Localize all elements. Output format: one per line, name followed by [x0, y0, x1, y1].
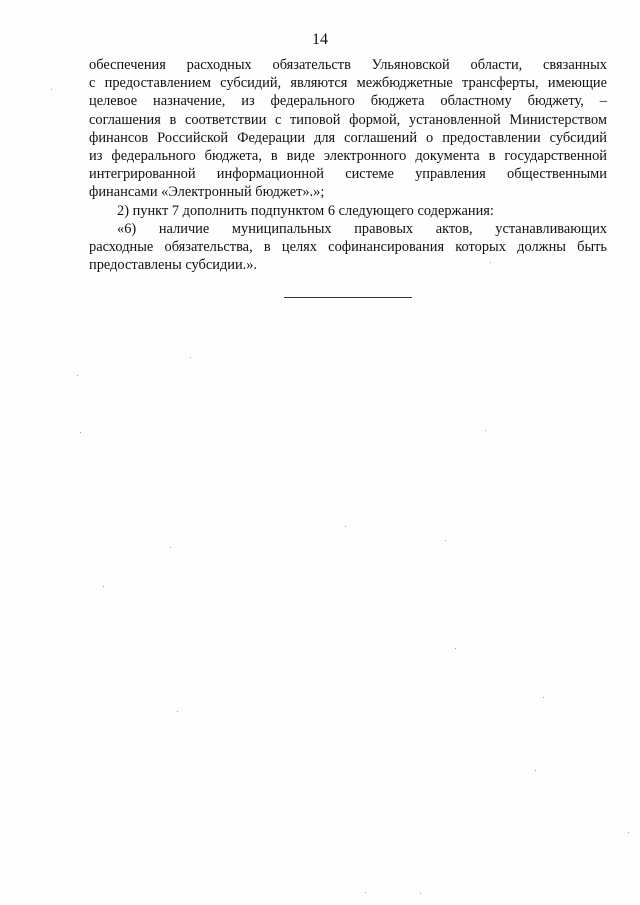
end-separator-line: [284, 297, 412, 298]
scan-speck: [445, 540, 446, 541]
scan-speck: [490, 262, 491, 263]
paragraph-line: из федерального бюджета, в виде электронного документа в государственной: [89, 147, 607, 164]
paragraph-line: соглашения в соответствии с типовой формой, установленной Министерством: [89, 111, 607, 128]
scan-speck: [543, 697, 544, 698]
scan-speck: [80, 432, 81, 433]
paragraph-line: обеспечения расходных обязательств Ульяновской области, связанных: [89, 57, 607, 73]
paragraph-line: финансами «Электронный бюджет».»;: [89, 184, 325, 201]
paragraph-line: расходные обязательства, в целях софинансирования которых должны быть: [89, 238, 607, 255]
scan-speck: [190, 357, 191, 358]
scan-speck: [77, 375, 78, 376]
paragraph-line: финансов Российской Федерации для соглашений о предоставлении субсидий: [89, 129, 607, 146]
page-number: 14: [312, 31, 328, 48]
paragraph-line: интегрированной информационной системе управления общественными: [89, 166, 607, 183]
scan-speck: [51, 89, 52, 90]
list-item-heading: 2) пункт 7 дополнить подпунктом 6 следующего содержания:: [117, 202, 494, 219]
scan-speck: [628, 832, 629, 833]
scan-speck: [485, 430, 486, 431]
scan-speck: [177, 711, 178, 712]
scan-speck: [455, 648, 456, 649]
paragraph-line: «6) наличие муниципальных правовых актов, устанавливающих: [117, 220, 607, 237]
scan-speck: [420, 893, 421, 894]
scan-speck: [535, 770, 536, 771]
scan-speck: [103, 586, 104, 587]
paragraph-line: с предоставлением субсидий, являются межбюджетные трансферты, имеющие: [89, 75, 607, 92]
paragraph-line: предоставлены субсидии.».: [89, 257, 258, 274]
scan-speck: [170, 547, 171, 548]
scan-speck: [365, 892, 366, 893]
scan-speck: [345, 526, 346, 527]
document-body: [89, 56, 607, 274]
paragraph-line: целевое назначение, из федерального бюджета областному бюджету, –: [89, 93, 607, 110]
